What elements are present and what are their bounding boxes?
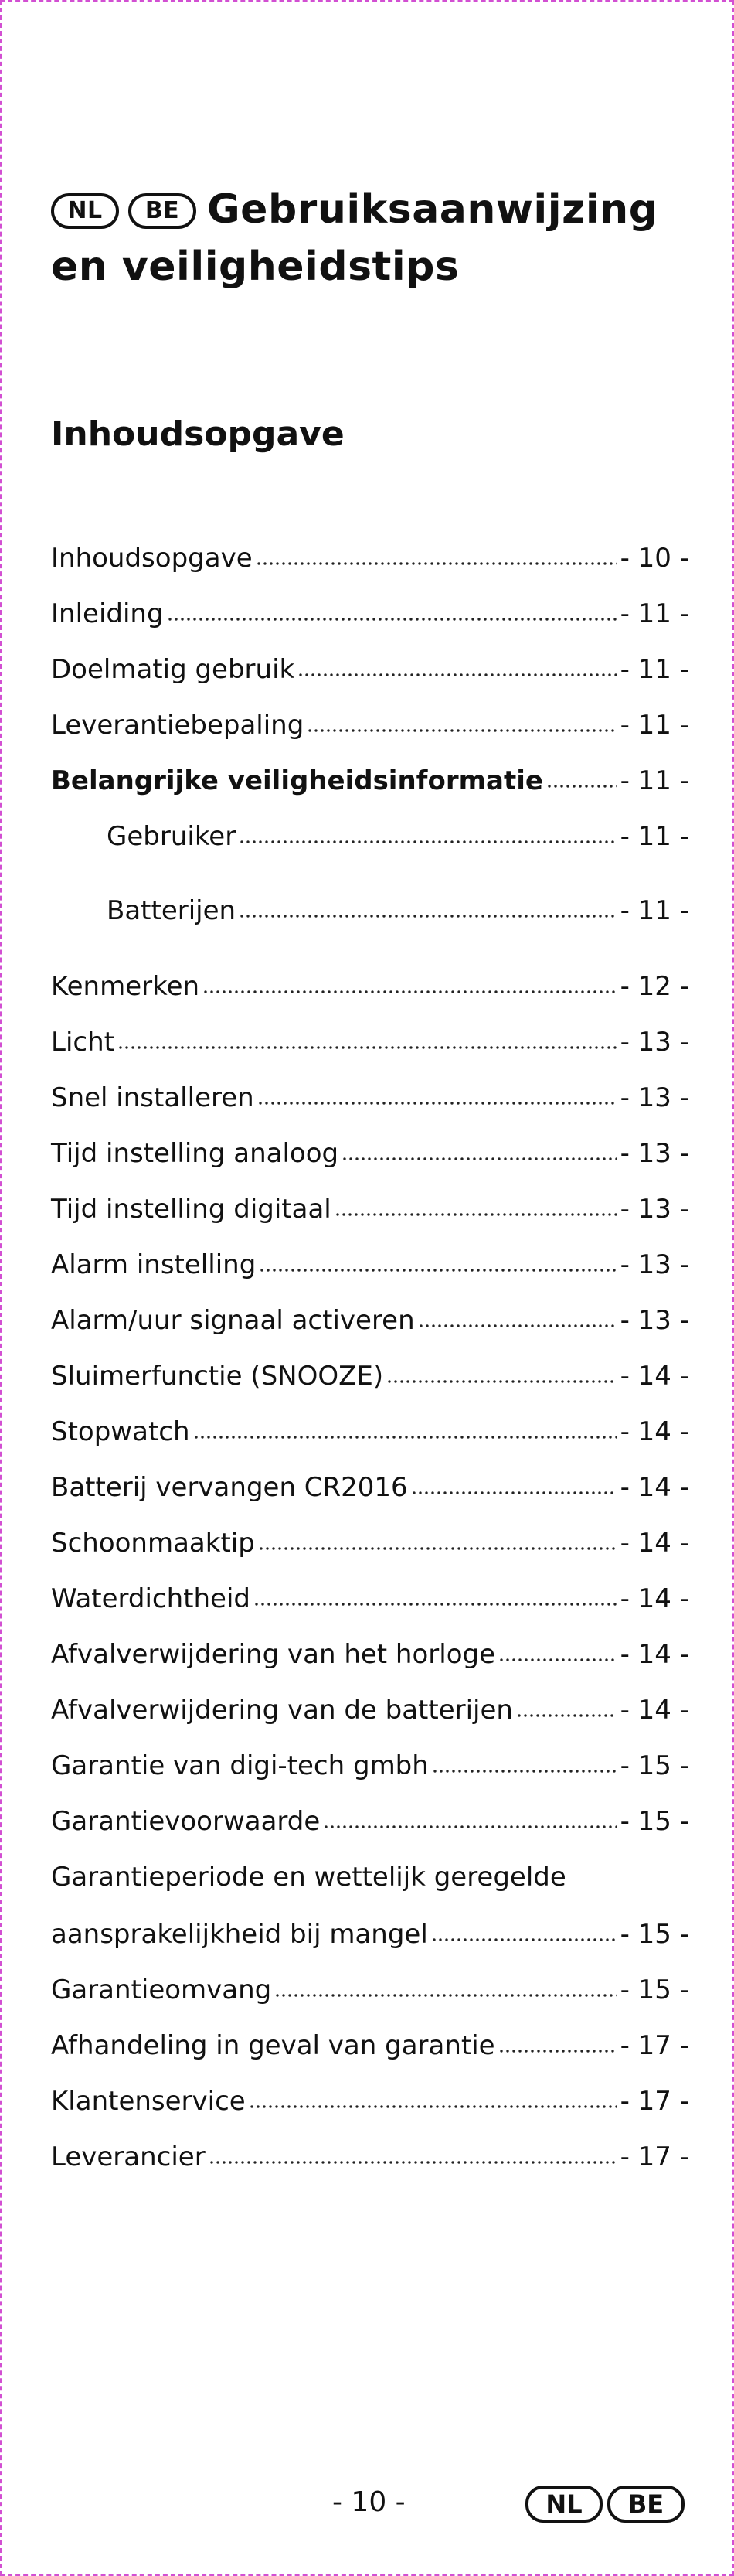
leader-dots bbox=[167, 614, 617, 625]
leader-dots bbox=[546, 781, 617, 792]
toc-entry-page: - 13 - bbox=[620, 1249, 689, 1280]
leader-dots bbox=[418, 1320, 617, 1331]
toc-entry[interactable] bbox=[51, 1023, 689, 1061]
leader-dots bbox=[202, 986, 617, 997]
leader-dots bbox=[258, 1543, 617, 1554]
toc-entry-label: Garantieomvang bbox=[51, 1975, 272, 2005]
toc-entry[interactable] bbox=[51, 1971, 689, 2009]
toc-entry[interactable] bbox=[51, 2138, 689, 2176]
toc-entry[interactable] bbox=[51, 891, 689, 930]
toc-entry[interactable] bbox=[51, 1802, 689, 1841]
toc-entry-label: Kenmerken bbox=[51, 971, 200, 1002]
footer-badge-be: BE bbox=[607, 2486, 685, 2523]
toc-entry-label: Afvalverwijdering van het horloge bbox=[51, 1639, 495, 1670]
toc-entry[interactable] bbox=[51, 1245, 689, 1284]
leader-dots bbox=[249, 2101, 617, 2112]
toc-entry[interactable] bbox=[51, 1078, 689, 1117]
toc-entry-page: - 11 - bbox=[620, 765, 689, 796]
toc-entry-page: - 17 - bbox=[620, 2030, 689, 2061]
toc-entry-page: - 15 - bbox=[620, 1919, 689, 1950]
page-title bbox=[51, 181, 700, 295]
toc-entry-label: Belangrijke veiligheidsinformatie bbox=[51, 765, 543, 796]
toc-entry-continued[interactable]: Garantieperiode en wettelijk geregelde bbox=[51, 1862, 566, 1893]
toc-entry-page: - 14 - bbox=[620, 1583, 689, 1614]
toc-entry[interactable] bbox=[51, 2026, 689, 2065]
leader-dots bbox=[323, 1821, 617, 1832]
toc-entry-page: - 11 - bbox=[620, 895, 689, 926]
toc-entry-label: Doelmatig gebruik bbox=[51, 654, 295, 685]
toc-entry-label: Waterdichtheid bbox=[51, 1583, 251, 1614]
leader-dots bbox=[411, 1487, 617, 1498]
toc-entry-label: Inleiding bbox=[51, 598, 164, 629]
leader-dots bbox=[498, 2046, 617, 2056]
leader-dots bbox=[259, 1265, 617, 1276]
leader-dots bbox=[431, 1934, 617, 1945]
toc-entry[interactable] bbox=[51, 1301, 689, 1340]
leader-dots bbox=[209, 2157, 617, 2168]
toc-entry[interactable] bbox=[51, 1579, 689, 1618]
leader-dots bbox=[193, 1432, 617, 1443]
toc-heading: Inhoudsopgave bbox=[51, 414, 345, 454]
leader-dots bbox=[498, 1654, 617, 1665]
toc-entry-page: - 13 - bbox=[620, 1027, 689, 1058]
toc-entry-page: - 13 - bbox=[620, 1194, 689, 1225]
toc-entry-label: Snel installeren bbox=[51, 1082, 254, 1113]
toc-entry-page: - 14 - bbox=[620, 1361, 689, 1392]
leader-dots bbox=[253, 1599, 617, 1610]
toc-entry-page: - 12 - bbox=[620, 971, 689, 1002]
leader-dots bbox=[342, 1153, 617, 1164]
toc-entry[interactable] bbox=[51, 967, 689, 1006]
toc-entry[interactable] bbox=[51, 1524, 689, 1562]
toc-entry-page: - 11 - bbox=[620, 598, 689, 629]
toc-entry-page: - 14 - bbox=[620, 1639, 689, 1670]
toc-entry-label: Leverantiebepaling bbox=[51, 710, 304, 741]
toc-entry-page: - 15 - bbox=[620, 1750, 689, 1781]
toc-entry[interactable] bbox=[51, 1190, 689, 1228]
footer-badge-nl: NL bbox=[525, 2486, 603, 2523]
toc-entry[interactable] bbox=[51, 762, 689, 800]
toc-entry-label: aansprakelijkheid bij mangel bbox=[51, 1919, 428, 1950]
toc-entry[interactable] bbox=[51, 1915, 689, 1954]
toc-entry-label: Afvalverwijdering van de batterijen bbox=[51, 1695, 513, 1726]
toc-entry[interactable] bbox=[51, 1691, 689, 1729]
toc-entry-label: Afhandeling in geval van garantie bbox=[51, 2030, 495, 2061]
leader-dots bbox=[432, 1766, 617, 1777]
toc-entry-label: Klantenservice bbox=[51, 2086, 246, 2117]
footer-language-badges bbox=[525, 2486, 689, 2523]
title-line-2: en veiligheidstips bbox=[51, 244, 460, 290]
toc-entry-page: - 14 - bbox=[620, 1528, 689, 1559]
toc-entry-label: Garantie van digi-tech gmbh bbox=[51, 1750, 429, 1781]
toc-entry-page: - 17 - bbox=[620, 2086, 689, 2117]
toc-entry-page: - 15 - bbox=[620, 1975, 689, 2005]
toc-entry[interactable] bbox=[51, 1412, 689, 1451]
toc-entry-label: Tijd instelling analoog bbox=[51, 1138, 339, 1169]
toc-entry-label: Garantievoorwaarde bbox=[51, 1806, 321, 1837]
toc-entry-page: - 13 - bbox=[620, 1138, 689, 1169]
toc-entry[interactable] bbox=[51, 1357, 689, 1395]
toc-entry[interactable] bbox=[51, 817, 689, 856]
leader-dots bbox=[335, 1209, 617, 1220]
toc-entry[interactable] bbox=[51, 650, 689, 689]
toc-entry-label: Gebruiker bbox=[107, 821, 236, 852]
leader-dots bbox=[274, 1990, 617, 2001]
title-line-1: Gebruiksaanwijzing bbox=[207, 186, 658, 233]
toc-entry-label: Inhoudsopgave bbox=[51, 543, 253, 574]
leader-dots bbox=[516, 1710, 617, 1721]
leader-dots bbox=[297, 670, 617, 680]
toc-entry-label: Tijd instelling digitaal bbox=[51, 1194, 331, 1225]
toc-entry-page: - 13 - bbox=[620, 1305, 689, 1336]
badge-be: BE bbox=[128, 193, 196, 229]
toc-entry-label: Licht bbox=[51, 1027, 114, 1058]
toc-entry-label: Schoonmaaktip bbox=[51, 1528, 255, 1559]
leader-dots bbox=[117, 1042, 617, 1053]
leader-dots bbox=[256, 558, 617, 569]
toc-entry-label: Stopwatch bbox=[51, 1416, 190, 1447]
leader-dots bbox=[239, 837, 617, 847]
toc-entry[interactable] bbox=[51, 1468, 689, 1507]
toc-entry-page: - 10 - bbox=[620, 543, 689, 574]
toc-entry-page: - 14 - bbox=[620, 1472, 689, 1503]
toc-entry[interactable] bbox=[51, 1746, 689, 1785]
toc-entry-page: - 13 - bbox=[620, 1082, 689, 1113]
toc-entry[interactable] bbox=[51, 595, 689, 633]
toc-entry[interactable] bbox=[51, 2082, 689, 2121]
toc-entry-page: - 11 - bbox=[620, 710, 689, 741]
leader-dots bbox=[257, 1098, 617, 1109]
toc-entry-page: - 11 - bbox=[620, 821, 689, 852]
toc-entry-page: - 11 - bbox=[620, 654, 689, 685]
toc-entry-page: - 17 - bbox=[620, 2142, 689, 2172]
leader-dots bbox=[307, 725, 617, 736]
toc-entry-page: - 14 - bbox=[620, 1416, 689, 1447]
toc-entry[interactable] bbox=[51, 706, 689, 745]
toc-entry[interactable] bbox=[51, 1635, 689, 1674]
toc-entry-label: Alarm instelling bbox=[51, 1249, 257, 1280]
toc-entry-label: Alarm/uur signaal activeren bbox=[51, 1305, 415, 1336]
leader-dots bbox=[239, 911, 617, 922]
toc-entry-page: - 15 - bbox=[620, 1806, 689, 1837]
toc-entry[interactable] bbox=[51, 539, 689, 578]
badge-nl: NL bbox=[51, 193, 119, 229]
footer-page-number: - 10 - bbox=[332, 2486, 406, 2518]
toc-entry-label: Batterij vervangen CR2016 bbox=[51, 1472, 408, 1503]
toc-entry-page: - 14 - bbox=[620, 1695, 689, 1726]
toc-entry-label: Batterijen bbox=[107, 895, 236, 926]
toc-entry[interactable] bbox=[51, 1134, 689, 1173]
toc-entry-label: Leverancier bbox=[51, 2142, 206, 2172]
toc-entry-label: Sluimerfunctie (SNOOZE) bbox=[51, 1361, 384, 1392]
leader-dots bbox=[386, 1376, 617, 1387]
